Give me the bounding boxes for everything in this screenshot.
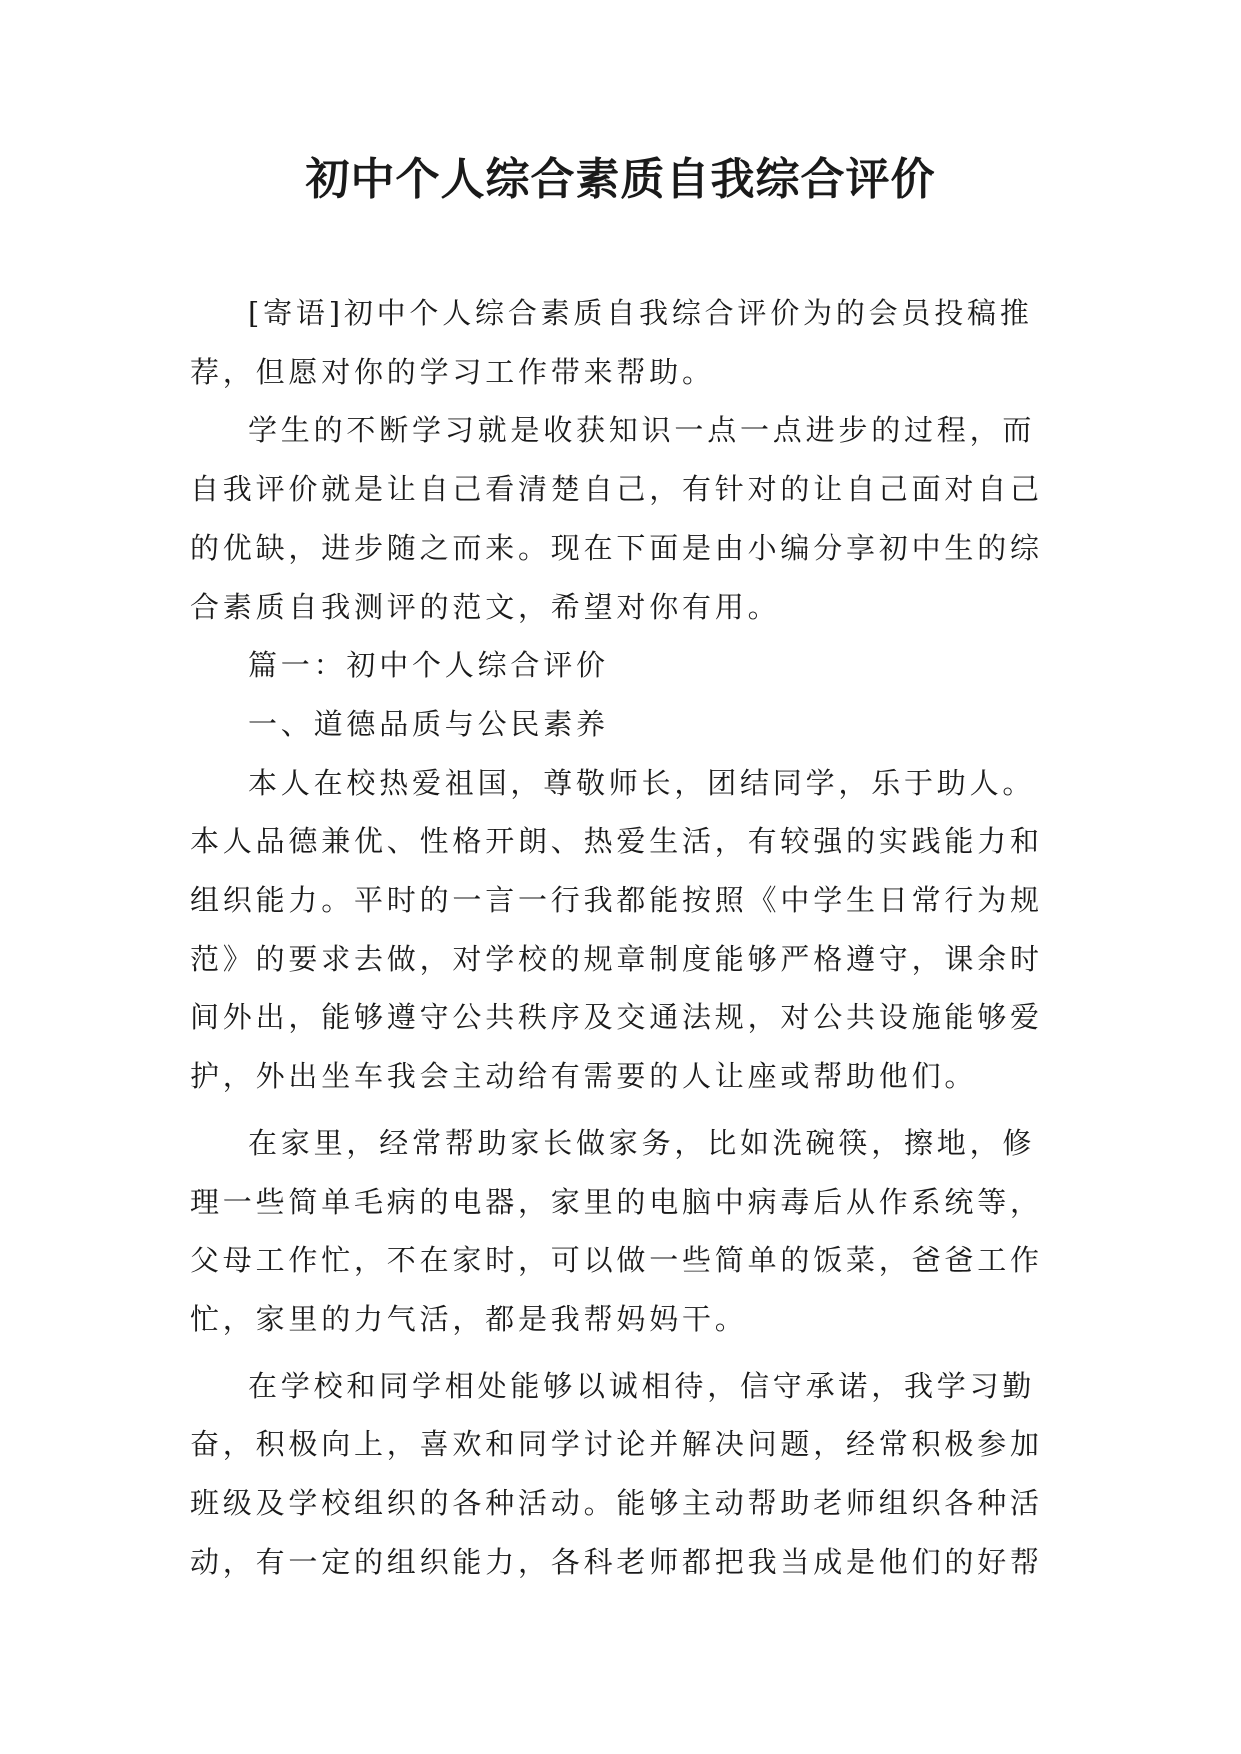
section-heading-morality: 一、道德品质与公民素养: [248, 706, 609, 741]
paragraph-school-conduct: 本人在校热爱祖国，尊敬师长，团结同学，乐于助人。本人品德兼优、性格开朗、热爱生活，有较强的实践能力和组织能力。平时的一言一行我都能按照《中学生日常行为规范》的要求去做，对学校的规章制度能够严格遵守，课余时间外出，能够遵守公共秩序及交通法规，对公共设施能够爱护，外出坐车我会主动给有需要的人让座或帮助他们。: [190, 765, 1043, 1094]
document-title: 初中个人综合素质自我综合评价: [305, 154, 936, 205]
section-heading-part-one: 篇一：初中个人综合评价: [248, 648, 609, 683]
paragraph-classmates: 在学校和同学相处能够以诚相待，信守承诺，我学习勤奋，积极向上，喜欢和同学讨论并解决问题，经常积极参加班级及学校组织的各种活动。能够主动帮助老师组织各种活动，有一定的组织能力，各科老师都把我当成是他们的好帮: [190, 1368, 1043, 1579]
document-body: [190, 284, 1052, 1591]
paragraph-greeting: [寄语]初中个人综合素质自我综合评价为的会员投稿推荐，但愿对你的学习工作带来帮助。: [190, 296, 1033, 389]
paragraph-intro: 学生的不断学习就是收获知识一点一点进步的过程，而自我评价就是让自己看清楚自己，有针对的让自己面对自己的优缺，进步随之而来。现在下面是由小编分享初中生的综合素质自我测评的范文，希望对你有用。: [190, 413, 1043, 624]
paragraph-home: 在家里，经常帮助家长做家务，比如洗碗筷，擦地，修理一些简单毛病的电器，家里的电脑中病毒后从作系统等，父母工作忙，不在家时，可以做一些简单的饭菜，爸爸工作忙，家里的力气活，都是我帮妈妈干。: [190, 1125, 1043, 1336]
